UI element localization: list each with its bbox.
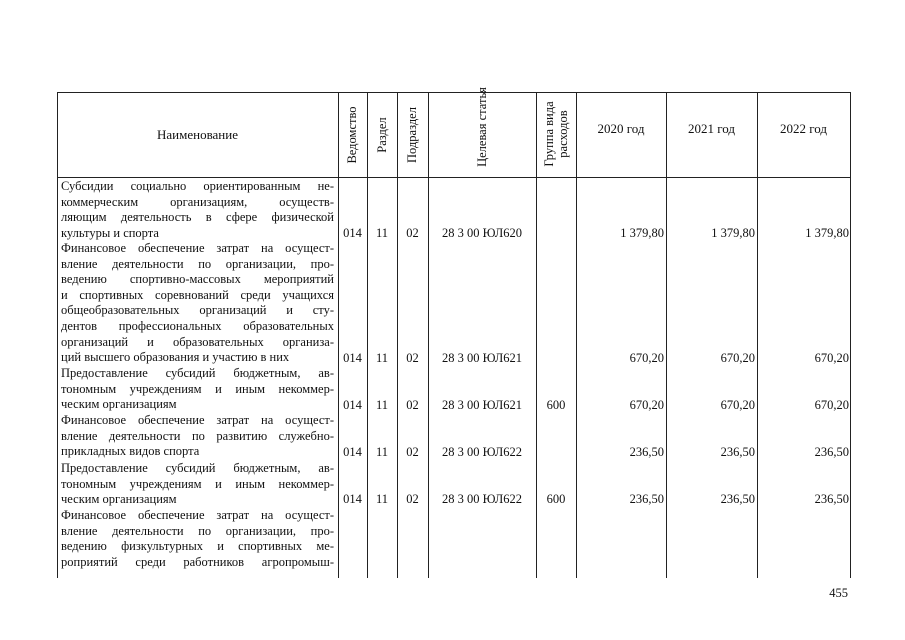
row-1-v2022: 670,20 <box>814 351 849 365</box>
row-2-group: 600 <box>546 398 566 412</box>
header-target <box>475 87 489 167</box>
header-2021: 2021 год <box>688 121 735 136</box>
row-3-description <box>61 413 334 460</box>
row-1-subsection: 02 <box>406 351 419 365</box>
row-4-group: 600 <box>546 492 566 506</box>
row-0-v2020: 1 379,80 <box>620 226 664 240</box>
row-1-target: 28 3 00 ЮЛ621 <box>441 351 523 365</box>
row-1-line-4: общеобразовательных организаций и сту- <box>61 303 334 318</box>
row-1-line-6: организаций и образовательных организа- <box>61 334 334 349</box>
row-1-line-3: и спортивных соревнований среди учащихся <box>61 287 334 302</box>
row-5-line-3: роприятий среди работников агропромыш- <box>61 554 334 569</box>
row-3-v2022: 236,50 <box>814 445 849 459</box>
header-expense-group <box>542 94 570 174</box>
row-4-v2021: 236,50 <box>720 492 755 506</box>
row-3-line-2: прикладных видов спорта <box>61 444 200 459</box>
row-4-description <box>61 461 334 508</box>
row-1-description <box>61 241 334 366</box>
header-section: Раздел <box>375 117 389 153</box>
row-1-line-1: вление деятельности по организации, про- <box>61 256 334 271</box>
row-1-v2021: 670,20 <box>720 351 755 365</box>
row-4-target: 28 3 00 ЮЛ622 <box>441 492 523 506</box>
row-2-line-1: тономным учреждениям и иным некоммер- <box>61 381 334 396</box>
row-0-v2022: 1 379,80 <box>805 226 849 240</box>
row-3-ministry: 014 <box>343 445 362 459</box>
header-expense-group-text: Группа вида расходов <box>542 101 570 167</box>
row-0-line-3: культуры и спорта <box>61 225 159 240</box>
page-number: 455 <box>829 586 848 600</box>
row-4-subsection: 02 <box>406 492 419 506</box>
row-2-v2021: 670,20 <box>720 398 755 412</box>
col-border-0 <box>57 92 58 578</box>
row-3-line-1: вление деятельности по развитию служебно- <box>61 428 334 443</box>
row-5-line-1: вление деятельности по организации, про- <box>61 523 334 538</box>
row-5-line-2: ведению физкультурных и спортивных ме- <box>61 539 334 554</box>
row-3-target: 28 3 00 ЮЛ622 <box>441 445 523 459</box>
row-4-line-1: тономным учреждениям и иным некоммер- <box>61 476 334 491</box>
row-2-subsection: 02 <box>406 398 419 412</box>
row-2-v2022: 670,20 <box>814 398 849 412</box>
row-0-ministry: 014 <box>343 226 362 240</box>
row-1-v2020: 670,20 <box>629 351 664 365</box>
row-0-line-1: коммерческим организациям, осуществ- <box>61 194 334 209</box>
row-5-description <box>61 508 334 570</box>
row-4-v2022: 236,50 <box>814 492 849 506</box>
row-4-ministry: 014 <box>343 492 362 506</box>
row-1-line-7: ций высшего образования и участию в них <box>61 350 290 365</box>
row-2-ministry: 014 <box>343 398 362 412</box>
header-bottom-border <box>57 177 850 178</box>
row-0-v2021: 1 379,80 <box>711 226 755 240</box>
row-3-v2021: 236,50 <box>720 445 755 459</box>
row-2-v2020: 670,20 <box>629 398 664 412</box>
row-3-subsection: 02 <box>406 445 419 459</box>
header-ministry: Ведомство <box>345 106 359 164</box>
col-border-9 <box>850 92 851 578</box>
row-0-line-0: Субсидии социально ориентированным не- <box>61 179 334 193</box>
row-1-line-5: дентов профессиональных образовательных <box>61 318 334 333</box>
header-name: Наименование <box>157 127 238 142</box>
row-2-line-0: Предоставление субсидий бюджетным, ав- <box>61 366 334 380</box>
table-top-border <box>57 92 850 93</box>
row-2-line-2: ческим организациям <box>61 397 177 412</box>
row-2-description <box>61 366 334 413</box>
row-1-ministry: 014 <box>343 351 362 365</box>
row-5-line-0: Финансовое обеспечение затрат на осущест- <box>61 508 334 522</box>
row-0-line-2: ляющим деятельность в сфере физической <box>61 210 334 225</box>
header-subsection: Подраздел <box>405 107 419 163</box>
header-target-text: Целевая статья <box>475 87 489 167</box>
row-3-line-0: Финансовое обеспечение затрат на осущест- <box>61 413 334 427</box>
row-0-target: 28 3 00 ЮЛ620 <box>441 226 523 240</box>
row-0-subsection: 02 <box>406 226 419 240</box>
row-3-v2020: 236,50 <box>629 445 664 459</box>
row-1-section: 11 <box>375 351 389 365</box>
row-4-line-0: Предоставление субсидий бюджетным, ав- <box>61 461 334 475</box>
row-4-line-2: ческим организациям <box>61 492 177 507</box>
row-3-section: 11 <box>375 445 389 459</box>
header-2022: 2022 год <box>780 121 827 136</box>
row-0-description <box>61 179 334 241</box>
row-2-section: 11 <box>375 398 389 412</box>
row-1-line-2: ведению спортивно-массовых мероприятий <box>61 272 334 287</box>
header-2020: 2020 год <box>597 121 645 136</box>
row-1-line-0: Финансовое обеспечение затрат на осущест- <box>61 241 334 255</box>
row-4-v2020: 236,50 <box>629 492 664 506</box>
row-4-section: 11 <box>375 492 389 506</box>
row-0-section: 11 <box>375 226 389 240</box>
row-2-target: 28 3 00 ЮЛ621 <box>441 398 523 412</box>
